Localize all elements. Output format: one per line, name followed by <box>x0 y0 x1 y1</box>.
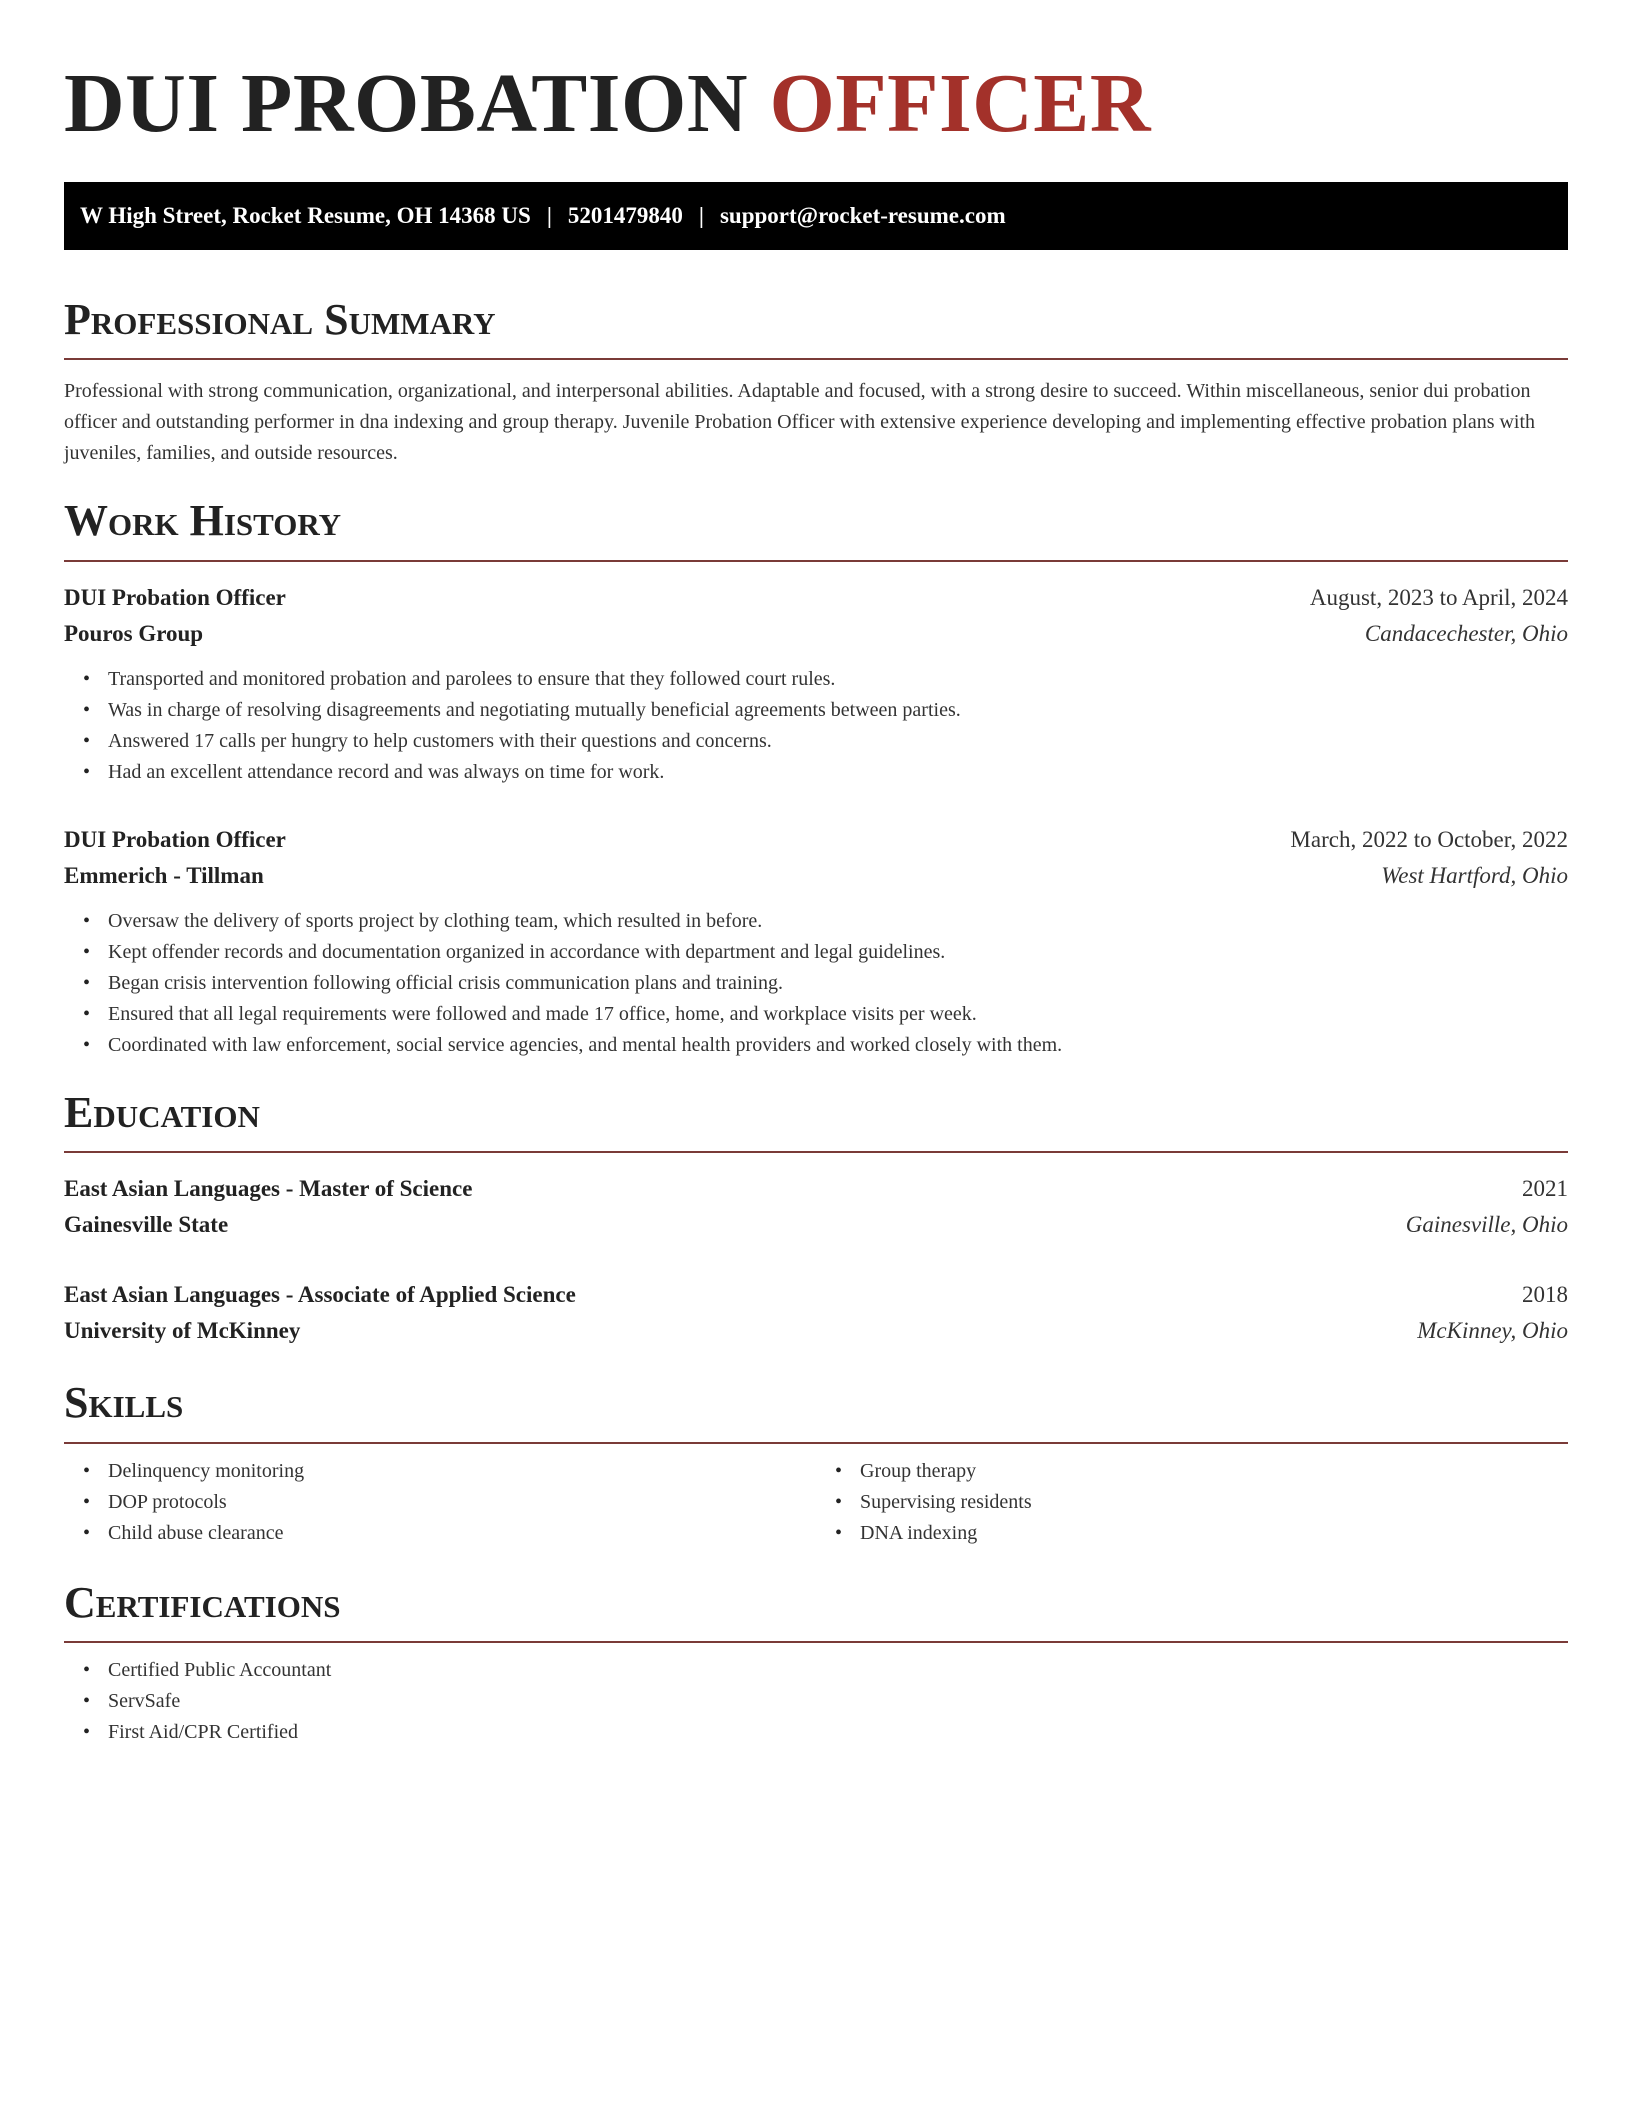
section-title-work-history: Work History <box>64 496 342 546</box>
job-role: DUI Probation Officer <box>64 584 286 610</box>
education-school: University of McKinney <box>64 1318 301 1344</box>
job-role: DUI Probation Officer <box>64 826 286 852</box>
list-item: • Transported and monitored probation and parolees to ensure that they followed court rules. <box>108 664 1568 695</box>
job-bullets <box>64 664 1568 788</box>
section-title-skills: Skills <box>64 1378 184 1428</box>
work-history-section <box>64 497 1568 1060</box>
contact-email: support@rocket-resume.com <box>719 203 1006 228</box>
job-dates: March, 2022 to October, 2022 <box>1290 826 1568 852</box>
skills-grid <box>64 1456 1568 1549</box>
contact-phone: 5201479840 <box>567 203 683 228</box>
skill-item: • Supervising residents <box>860 1487 1568 1518</box>
skill-item: • Delinquency monitoring <box>108 1456 816 1487</box>
certifications-list <box>64 1655 1568 1748</box>
job-location: Candacechester, Ohio <box>1364 620 1568 646</box>
section-divider <box>64 1641 1568 1643</box>
skills-section <box>64 1379 1568 1548</box>
list-item: • Kept offender records and documentation organized in accordance with department and legal guidelines. <box>108 937 1568 968</box>
resume-name <box>64 54 1568 150</box>
education-location: Gainesville, Ohio <box>1405 1212 1568 1238</box>
skill-item: • Child abuse clearance <box>108 1518 816 1549</box>
skill-item: • DNA indexing <box>860 1518 1568 1549</box>
skill-item: • Group therapy <box>860 1456 1568 1487</box>
job-company: Emmerich - Tillman <box>64 862 264 888</box>
list-item: • Coordinated with law enforcement, social service agencies, and mental health providers and worked closely with them. <box>108 1030 1568 1061</box>
summary-section <box>64 296 1568 469</box>
certifications-section <box>64 1579 1568 1748</box>
list-item: • Answered 17 calls per hungry to help customers with their questions and concerns. <box>108 726 1568 757</box>
education-section <box>64 1089 1568 1349</box>
job-company: Pouros Group <box>64 620 204 646</box>
section-divider <box>64 358 1568 360</box>
contact-separator: | <box>698 203 704 228</box>
job-entry <box>64 822 1568 1061</box>
section-divider <box>64 1442 1568 1444</box>
list-item: • Was in charge of resolving disagreements and negotiating mutually beneficial agreements between parties. <box>108 695 1568 726</box>
skill-item: • DOP protocols <box>108 1487 816 1518</box>
section-title-education: Education <box>64 1087 260 1137</box>
education-degree: East Asian Languages - Associate of Applied Science <box>64 1282 576 1308</box>
skills-column-right <box>816 1456 1568 1549</box>
section-title-summary: Professional Summary <box>64 295 496 344</box>
education-school: Gainesville State <box>64 1212 229 1238</box>
contact-separator: | <box>546 203 552 228</box>
education-location: McKinney, Ohio <box>1417 1318 1568 1344</box>
summary-text: Professional with strong communication, organizational, and interpersonal abilities. Adaptable and focused, with a strong desire to succeed. Within miscellaneous, senior dui probation officer and outstanding performer in dna indexing and group therapy. Juvenile Probation Officer with extensive experience developing and implementing effective probation plans with juveniles, families, and outside resources. <box>64 380 1536 465</box>
job-entry <box>64 580 1568 788</box>
section-title-certifications: Certifications <box>64 1577 341 1627</box>
list-item: • Oversaw the delivery of sports project by clothing team, which resulted in before. <box>108 906 1568 937</box>
contact-bar <box>64 182 1568 250</box>
contact-address: W High Street, Rocket Resume, OH 14368 US <box>80 203 531 228</box>
section-divider <box>64 1151 1568 1153</box>
education-degree: East Asian Languages - Master of Science <box>64 1176 473 1202</box>
certification-item: • First Aid/CPR Certified <box>108 1717 1568 1748</box>
education-year: 2018 <box>1522 1282 1568 1308</box>
section-divider <box>64 560 1568 562</box>
job-bullets <box>64 906 1568 1061</box>
skills-column-left <box>64 1456 816 1549</box>
name-first: DUI PROBATION <box>64 57 748 150</box>
education-entry <box>64 1277 1568 1349</box>
list-item: • Ensured that all legal requirements were followed and made 17 office, home, and workplace visits per week. <box>108 999 1568 1030</box>
education-year: 2021 <box>1522 1176 1568 1202</box>
certification-item: • ServSafe <box>108 1686 1568 1717</box>
job-location: West Hartford, Ohio <box>1381 862 1568 888</box>
list-item: • Had an excellent attendance record and was always on time for work. <box>108 757 1568 788</box>
job-dates: August, 2023 to April, 2024 <box>1309 584 1568 610</box>
certification-item: • Certified Public Accountant <box>108 1655 1568 1686</box>
name-last: OFFICER <box>769 57 1151 150</box>
list-item: • Began crisis intervention following official crisis communication plans and training. <box>108 968 1568 999</box>
education-entry <box>64 1171 1568 1243</box>
